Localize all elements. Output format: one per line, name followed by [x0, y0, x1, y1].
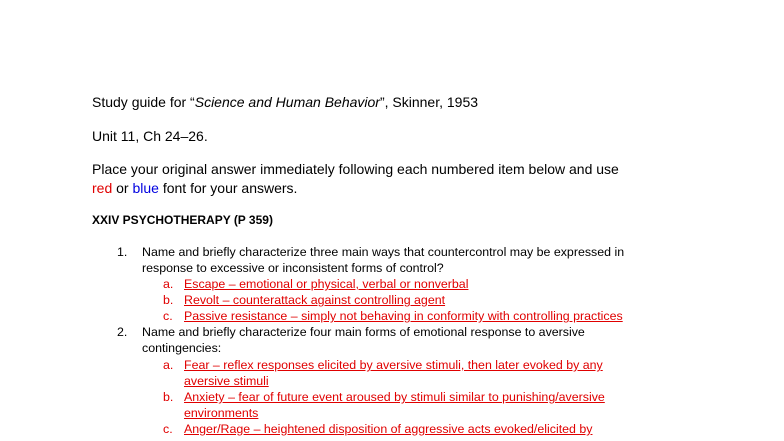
section-heading: XXIV PSYCHOTHERAPY (P 359) — [92, 213, 273, 227]
question-text: Name and briefly characterize four main forms of emotional response to aversive — [142, 325, 585, 339]
answer-letter: c. — [163, 422, 173, 436]
answer-letter: b. — [163, 390, 174, 404]
answer-text: Fear – reflex responses elicited by aversive stimuli, then later evoked by any — [184, 358, 603, 372]
instruction-line-1: Place your original answer immediately following each numbered item below and use — [92, 161, 619, 177]
instruction-end: font for your answers. — [158, 180, 298, 196]
instruction-blue-word: blue — [132, 180, 159, 196]
instruction-red-word: red — [92, 180, 113, 196]
answer-text: Escape – emotional or physical, verbal or nonverbal — [184, 277, 469, 291]
answer-text: Revolt – counterattack against controlling agent — [184, 293, 446, 307]
doc-title — [92, 94, 478, 110]
instruction-line-2 — [92, 180, 297, 196]
answer-text: Anger/Rage – heightened disposition of aggressive acts evoked/elicited by — [184, 422, 593, 436]
answer-text: Anxiety – fear of future event aroused by stimuli similar to punishing/aversive — [184, 390, 605, 404]
question-text: response to excessive or inconsistent forms of control? — [142, 261, 444, 275]
answer-letter: a. — [163, 358, 174, 372]
question-text: contingencies: — [142, 341, 222, 355]
answer-text: environments — [184, 406, 259, 420]
unit-line: Unit 11, Ch 24–26. — [92, 128, 208, 144]
answer-letter: a. — [163, 277, 174, 291]
title-suffix: ”, Skinner, 1953 — [379, 94, 479, 110]
instruction-or: or — [112, 180, 133, 196]
question-text: Name and briefly characterize three main ways that countercontrol may be expressed in — [142, 245, 625, 259]
title-prefix: Study guide for “ — [92, 94, 195, 110]
answer-text: aversive stimuli — [184, 374, 269, 388]
answer-letter: c. — [163, 309, 173, 323]
question-number: 2. — [117, 325, 128, 339]
answer-letter: b. — [163, 293, 174, 307]
title-book: Science and Human Behavior — [194, 94, 380, 110]
question-number: 1. — [117, 245, 128, 259]
answer-text: Passive resistance – simply not behaving in conformity with controlling practices — [184, 309, 623, 323]
